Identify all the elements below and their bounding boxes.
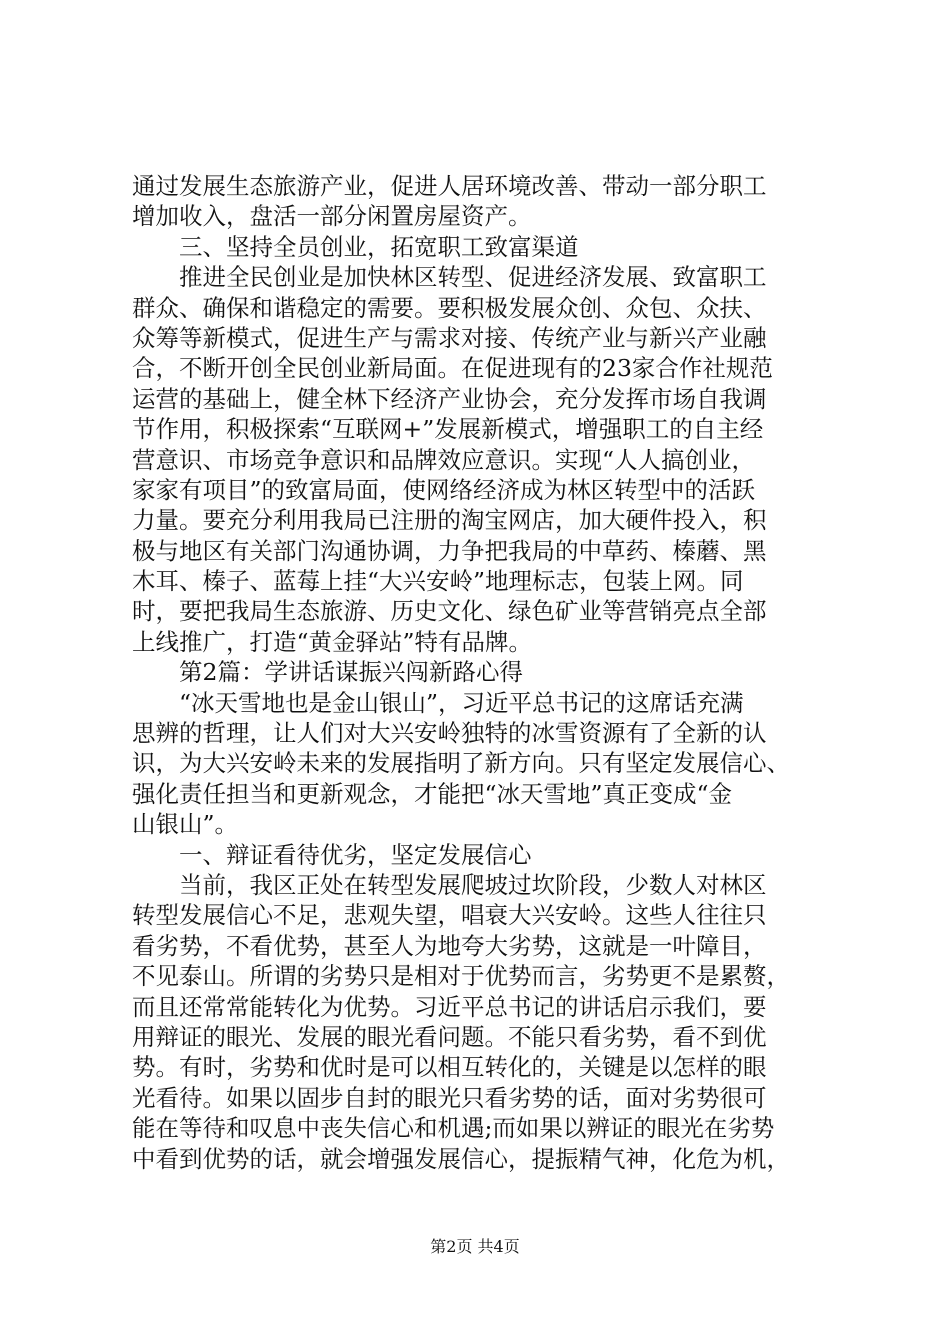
text-line: 时，要把我局生态旅游、历史文化、绿色矿业等营销亮点全部 <box>132 597 767 626</box>
text-line: 群众、确保和谐稳定的需要。要积极发展众创、众包、众扶、 <box>132 293 767 322</box>
text-line: 光看待。如果以固步自封的眼光只看劣势的话，面对劣势很可 <box>132 1083 767 1112</box>
text-line: 三、坚持全员创业，拓宽职工致富渠道 <box>132 232 579 261</box>
text-line: 一、辩证看待优劣，坚定发展信心 <box>132 840 532 869</box>
text-line: 通过发展生态旅游产业，促进人居环境改善、带动一部分职工 <box>132 172 767 200</box>
text-line: 增加收入，盘活一部分闲置房屋资产。 <box>132 202 532 231</box>
text-line: 家家有项目”的致富局面，使网络经济成为林区转型中的活跃 <box>132 475 756 504</box>
text-line: 转型发展信心不足，悲观失望，唱衰大兴安岭。这些人往往只 <box>132 901 767 930</box>
text-line: 能在等待和叹息中丧失信心和机遇;而如果以辨证的眼光在劣势 <box>132 1114 775 1143</box>
text-line: 运营的基础上，健全林下经济产业协会，充分发挥市场自我调 <box>132 384 767 413</box>
text-line: 力量。要充分利用我局已注册的淘宝网店，加大硬件投入，积 <box>132 506 767 535</box>
text-line: 思辨的哲理，让人们对大兴安岭独特的冰雪资源有了全新的认 <box>132 719 767 748</box>
text-line: 当前，我区正处在转型发展爬坡过坎阶段，少数人对林区 <box>132 870 767 899</box>
document-body <box>132 171 832 1174</box>
text-line: 中看到优势的话，就会增强发展信心，提振精气神，化危为机， <box>132 1144 790 1173</box>
text-line: 识，为大兴安岭未来的发展指明了新方向。只有坚定发展信心、 <box>132 749 790 778</box>
text-line: 用辩证的眼光、发展的眼光看问题。不能只看劣势，看不到优 <box>132 1022 767 1051</box>
text-line: 势。有时，劣势和优时是可以相互转化的，关键是以怎样的眼 <box>132 1053 767 1082</box>
text-line: “冰天雪地也是金山银山”，习近平总书记的这席话充满 <box>132 688 744 717</box>
text-line: 山银山”。 <box>132 810 239 839</box>
text-line: 合，不断开创全民创业新局面。在促进现有的23家合作社规范 <box>132 354 773 383</box>
text-line: 不见泰山。所谓的劣势只是相对于优势而言，劣势更不是累赘， <box>132 962 790 991</box>
text-line: 木耳、榛子、蓝莓上挂“大兴安岭”地理标志，包装上网。同 <box>132 567 744 596</box>
text-line: 节作用，积极探索“互联网+”发展新模式，增强职工的自主经 <box>132 415 764 444</box>
text-line: 推进全民创业是加快林区转型、促进经济发展、致富职工 <box>132 263 767 292</box>
text-line: 第2篇：学讲话谋振兴闯新路心得 <box>132 658 523 687</box>
page-footer: 第2页 共4页 <box>430 1237 520 1256</box>
text-line: 营意识、市场竞争意识和品牌效应意识。实现“人人搞创业， <box>132 445 756 474</box>
text-line: 极与地区有关部门沟通协调，力争把我局的中草药、榛蘑、黑 <box>132 536 767 565</box>
text-line: 强化责任担当和更新观念，才能把“冰天雪地”真正变成“金 <box>132 779 733 808</box>
text-line: 看劣势，不看优势，甚至人为地夸大劣势，这就是一叶障目， <box>132 931 767 960</box>
text-line: 上线推广，打造“黄金驿站”特有品牌。 <box>132 627 533 656</box>
text-line: 众筹等新模式，促进生产与需求对接、传统产业与新兴产业融 <box>132 323 767 352</box>
text-line: 而且还常常能转化为优势。习近平总书记的讲话启示我们，要 <box>132 992 767 1021</box>
